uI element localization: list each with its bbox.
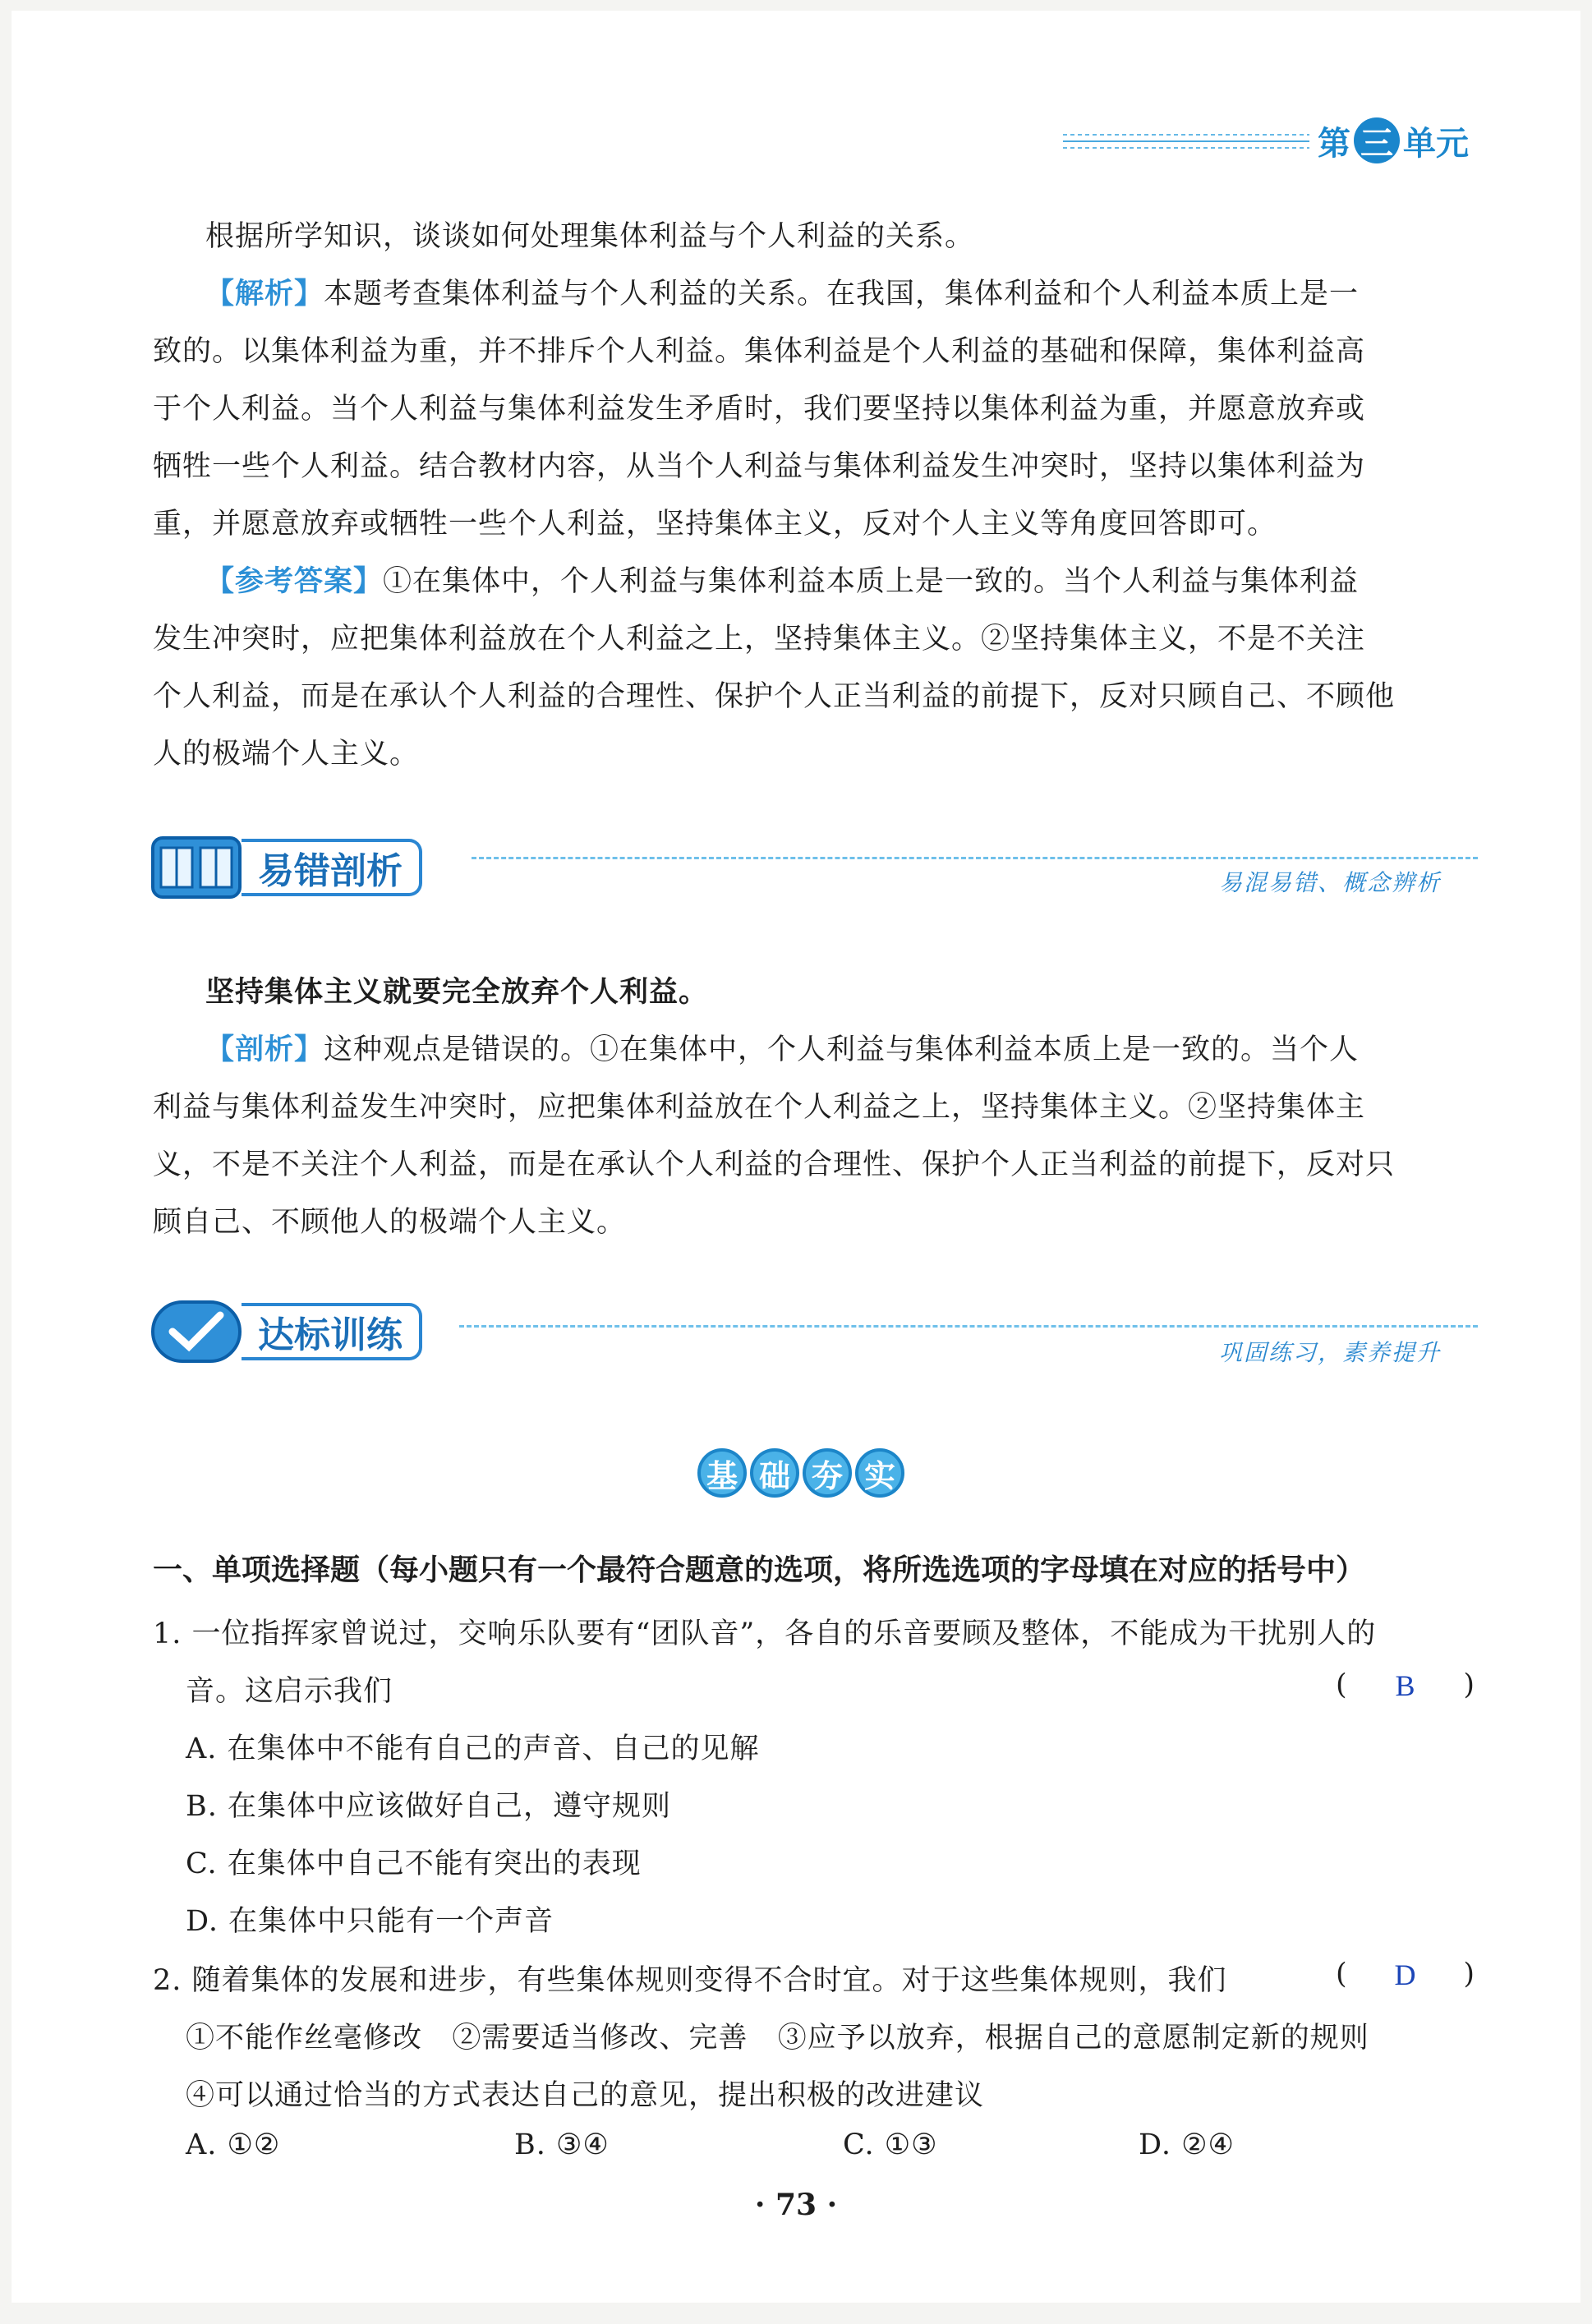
page — [12, 11, 1580, 2303]
unit-label — [1318, 116, 1469, 165]
page-number: · 73 · — [754, 2188, 838, 2222]
header-decoration — [1063, 134, 1309, 150]
jiexi-tag: 【解析】 — [205, 278, 324, 311]
jiexi-line-3: 于个人利益。当个人利益与集体利益发生矛盾时，我们要坚持以集体利益为重，并愿意放弃或 — [153, 393, 1366, 426]
error-analysis-block — [153, 964, 1472, 1251]
q1-option-a: A. 在集体中不能有自己的声音、自己的见解 — [186, 1733, 760, 1765]
q2-items-line-1: ①不能作丝毫修改 ②需要适当修改、完善 ③应予以放弃，根据自己的意愿制定新的规则 — [186, 2022, 1369, 2055]
q1-answer-bracket: ( B ) — [1336, 1668, 1475, 1702]
answer-line-3: 个人利益，而是在承认个人利益的合理性、保护个人正当利益的前提下，反对只顾自己、不顾他 — [153, 680, 1396, 713]
answer-tag: 【参考答案】 — [205, 565, 384, 598]
q1-option-d: D. 在集体中只能有一个声音 — [186, 1905, 554, 1938]
error-statement: 坚持集体主义就要完全放弃个人利益。 — [205, 976, 709, 1009]
foundation-badge — [697, 1448, 904, 1498]
section-training-divider — [459, 1325, 1478, 1328]
pouxi-line-2: 利益与集体利益发生冲突时，应把集体利益放在个人利益之上，坚持集体主义。②坚持集体主 — [153, 1091, 1366, 1124]
answer-line-4: 人的极端个人主义。 — [153, 738, 420, 771]
q1-stem-line-1: 1. 一位指挥家曾说过，交响乐队要有“团队音”，各自的乐音要顾及整体，不能成为干扰别人的 — [153, 1618, 1377, 1650]
q2-option-b: B. ③④ — [514, 2128, 610, 2161]
section-error-divider — [472, 857, 1478, 859]
section-error-subtitle: 易混易错、概念辨析 — [1219, 869, 1442, 896]
pouxi-line-4: 顾自己、不顾他人的极端个人主义。 — [153, 1206, 627, 1239]
q2-option-c: C. ①③ — [843, 2128, 938, 2161]
unit-number: 三 — [1354, 117, 1400, 163]
badge-char-4: 实 — [855, 1448, 904, 1498]
unit-suffix: 单元 — [1403, 124, 1469, 163]
badge-char-1: 基 — [697, 1448, 747, 1498]
pouxi-line-1: 【剖析】这种观点是错误的。①在集体中，个人利益与集体利益本质上是一致的。当个人 — [205, 1033, 1360, 1066]
checkmark-icon — [151, 1300, 242, 1363]
q1-answer: B — [1395, 1669, 1416, 1702]
jiexi-line-4: 牺牲一些个人利益。结合教材内容，从当个人利益与集体利益发生冲突时，坚持以集体利益为 — [153, 450, 1366, 483]
q2-answer-bracket: ( D ) — [1336, 1958, 1475, 1991]
pouxi-tag: 【剖析】 — [205, 1033, 324, 1066]
badge-char-2: 础 — [750, 1448, 799, 1498]
jiexi-line-5: 重，并愿意放弃或牺牲一些个人利益，坚持集体主义，反对个人主义等角度回答即可。 — [153, 508, 1277, 541]
badge-char-3: 夯 — [803, 1448, 852, 1498]
q2-option-a: A. ①② — [186, 2128, 281, 2161]
q2-stem: 2. 随着集体的发展和进步，有些集体规则变得不合时宜。对于这些集体规则，我们 — [153, 1964, 1227, 1997]
section-training-title: 达标训练 — [242, 1303, 422, 1360]
q1-option-b: B. 在集体中应该做好自己，遵守规则 — [186, 1790, 671, 1823]
section-training-header — [151, 1300, 422, 1363]
jiexi-line-2: 致的。以集体利益为重，并不排斥个人利益。集体利益是个人利益的基础和保障，集体利益高 — [153, 335, 1366, 368]
q2-answer: D — [1394, 1958, 1417, 1991]
book-icon — [151, 836, 242, 899]
q1-stem-line-2: 音。这启示我们 — [186, 1675, 393, 1708]
section-training-subtitle: 巩固练习，素养提升 — [1219, 1339, 1442, 1366]
jiexi-line-1: 【解析】本题考查集体利益与个人利益的关系。在我国，集体利益和个人利益本质上是一 — [205, 278, 1360, 311]
pouxi-line-3: 义，不是不关注个人利益，而是在承认个人利益的合理性、保护个人正当利益的前提下，反对只 — [153, 1148, 1396, 1181]
analysis-question: 根据所学知识，谈谈如何处理集体利益与个人利益的关系。 — [205, 220, 975, 253]
q2-option-d: D. ②④ — [1139, 2128, 1235, 2161]
q2-items-line-2: ④可以通过恰当的方式表达自己的意见，提出积极的改进建议 — [186, 2079, 985, 2112]
analysis-block — [153, 208, 1472, 783]
choice-heading: 一、单项选择题（每小题只有一个最符合题意的选项，将所选选项的字母填在对应的括号中） — [153, 1553, 1366, 1587]
answer-line-1: 【参考答案】①在集体中，个人利益与集体利益本质上是一致的。当个人利益与集体利益 — [205, 565, 1360, 598]
q1-option-c: C. 在集体中自己不能有突出的表现 — [186, 1848, 642, 1880]
section-error-title: 易错剖析 — [242, 839, 422, 896]
unit-prefix: 第 — [1318, 124, 1350, 163]
answer-line-2: 发生冲突时，应把集体利益放在个人利益之上，坚持集体主义。②坚持集体主义，不是不关注 — [153, 623, 1366, 656]
section-error-header — [151, 836, 422, 899]
